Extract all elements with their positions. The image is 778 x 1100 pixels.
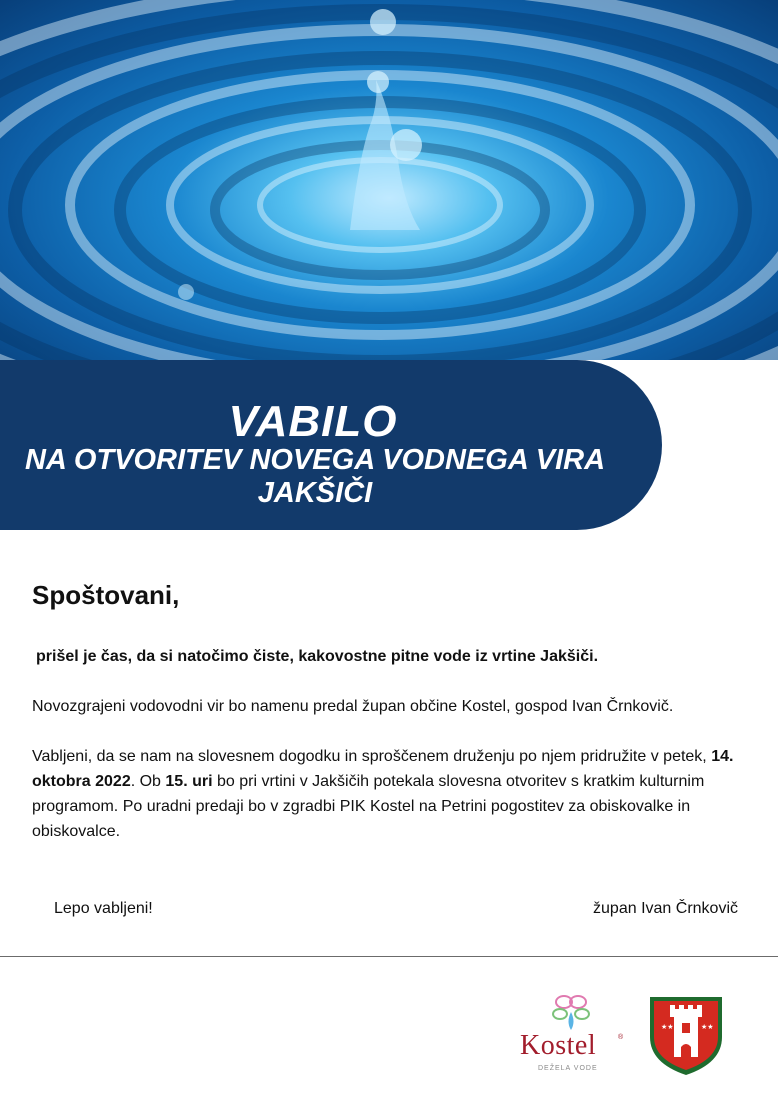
water-splash-image: [0, 0, 778, 360]
flower-icon: [546, 990, 596, 1032]
municipality-crest-icon: [646, 993, 726, 1077]
closing-text: Lepo vabljeni!: [54, 900, 153, 917]
lead-paragraph: prišel je čas, da si natočimo čiste, kakovostne pitne vode iz vrtine Jakšiči.: [36, 648, 599, 665]
paragraph-handover: Novozgrajeni vodovodni vir bo namenu predal župan občine Kostel, gospod Ivan Črnkovič.: [32, 698, 674, 715]
event-text-3: bo pri vrtini v Jakšičih potekala slovesna otvoritev s kratkim kulturnim programom. Po uradni predaji bo v zgradbi PIK Kostel na Petrini pogostitev za obiskovalke in obiskovalce.: [32, 773, 705, 840]
event-date: 14. oktobra 2022: [32, 748, 734, 790]
water-ripples: [0, 0, 778, 360]
registered-mark: ®: [618, 1034, 624, 1041]
event-time: 15. uri: [165, 773, 213, 790]
invitation-subtitle: NA OTVORITEV NOVEGA VODNEGA VIRA JAKŠIČI: [24, 444, 606, 509]
event-text-2: . Ob: [130, 773, 166, 790]
greeting: Spoštovani,: [32, 580, 180, 610]
invitation-title: VABILO: [228, 397, 398, 446]
title-banner: [0, 360, 662, 530]
paragraph-event-details: [32, 744, 752, 844]
kostel-wordmark: Kostel: [520, 1030, 597, 1061]
svg-text:★★: ★★: [701, 1023, 714, 1031]
kostel-logo: [518, 990, 628, 1080]
svg-text:★★: ★★: [661, 1023, 674, 1031]
divider: [0, 956, 778, 957]
signature: župan Ivan Črnkovič: [593, 900, 738, 917]
kostel-tagline: DEŽELA VODE: [538, 1065, 598, 1072]
event-text-1: Vabljeni, da se nam na slovesnem dogodku in sproščenem druženju po njem pridružite v petek,: [32, 748, 712, 765]
